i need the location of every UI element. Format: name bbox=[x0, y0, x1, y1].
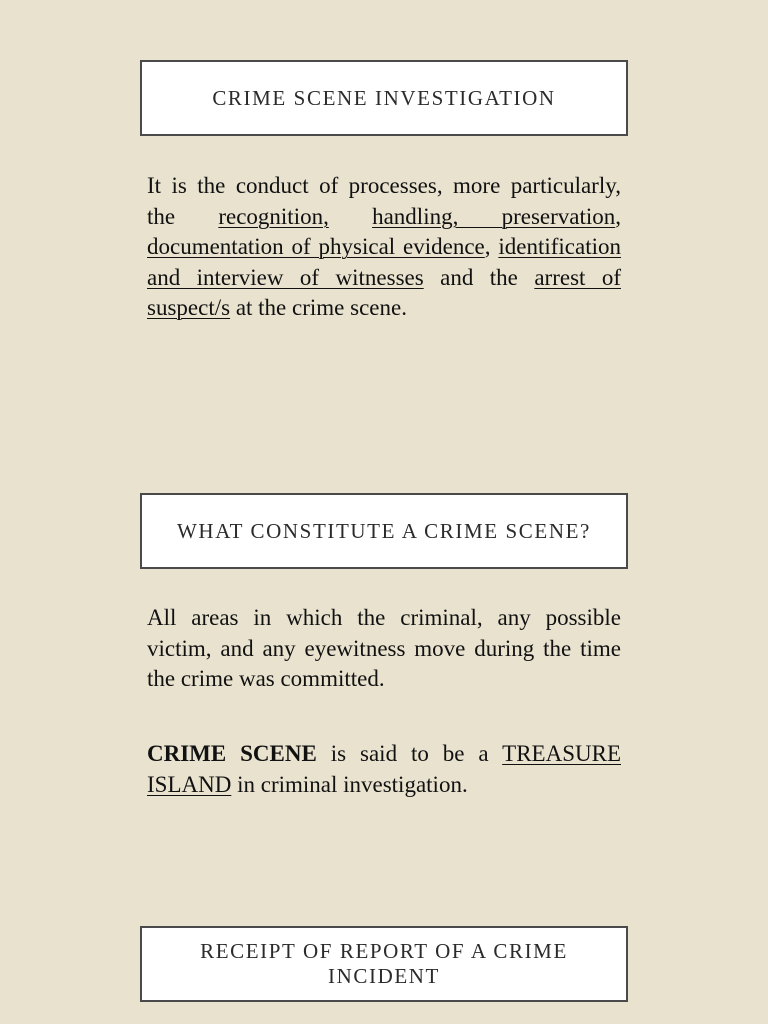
underlined-term-arrest: arrest of suspect/s bbox=[147, 264, 621, 321]
text-run: and the bbox=[423, 264, 535, 290]
crime-scene-areas-paragraph: All areas in which the criminal, any possible victim, and any eyewitness move during the time the crime was committed. bbox=[147, 605, 621, 692]
text-run: is said to be a bbox=[316, 741, 503, 766]
text-run bbox=[329, 204, 372, 229]
underlined-term-handling-preservation: handling, preservation bbox=[372, 203, 616, 229]
underlined-term-recognition: recognition, bbox=[218, 203, 329, 229]
underlined-term-identification: identification and interview of witnesses bbox=[147, 234, 622, 290]
heading-text: RECEIPT OF REPORT OF A CRIME INCIDENT bbox=[200, 939, 568, 988]
text-run: , bbox=[615, 203, 621, 229]
text-run: It is the conduct of processes, more particularly, the bbox=[147, 173, 621, 229]
heading-what-constitute-crime-scene bbox=[140, 493, 628, 569]
definition-paragraph bbox=[147, 171, 621, 324]
heading-crime-scene-investigation bbox=[140, 60, 628, 136]
underlined-term-treasure-island: TREASURE ISLAND bbox=[147, 741, 621, 797]
treasure-island-paragraph bbox=[147, 739, 621, 800]
heading-receipt-of-report bbox=[140, 926, 628, 1002]
heading-text: CRIME SCENE INVESTIGATION bbox=[212, 85, 556, 110]
text-run: , bbox=[484, 234, 499, 260]
heading-text: WHAT CONSTITUTE A CRIME SCENE? bbox=[177, 518, 591, 543]
text-run: in criminal investigation. bbox=[231, 771, 468, 797]
bold-term-crime-scene: CRIME SCENE bbox=[147, 741, 317, 766]
underlined-term-documentation: documentation of physical evidence bbox=[147, 234, 485, 260]
text-run: at the crime scene. bbox=[230, 295, 407, 321]
